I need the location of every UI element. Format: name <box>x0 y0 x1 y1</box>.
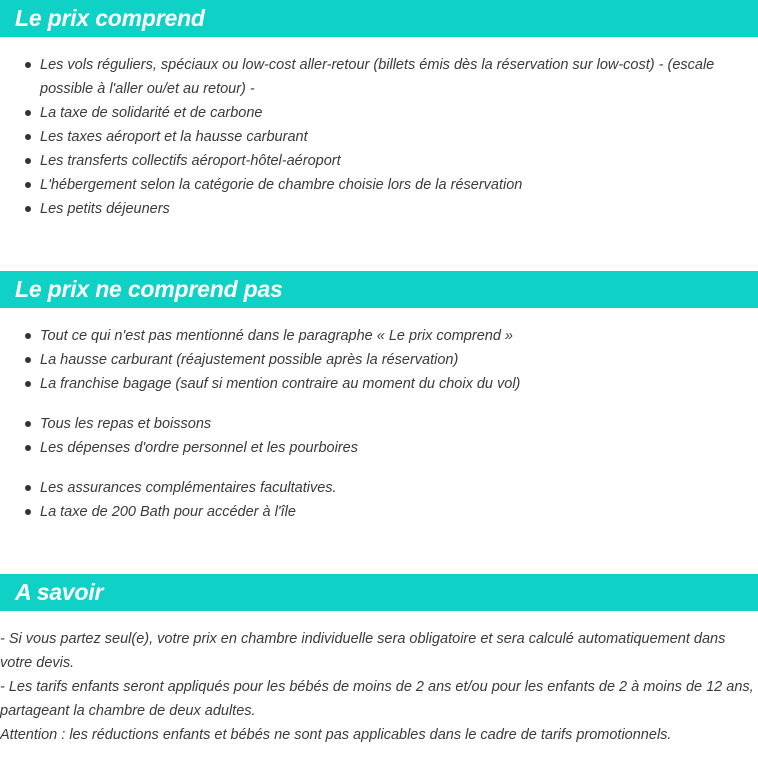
bullet-icon <box>25 485 31 491</box>
section-header-not-included <box>0 271 758 308</box>
list-spacer <box>0 460 758 476</box>
info-paragraph: - Les tarifs enfants seront appliqués pour les bébés de moins de 2 ans et/ou pour les enfants de 2 à moins de 12 ans, partageant la chambre de deux adultes. <box>0 679 754 719</box>
list-item: La taxe de solidarité et de carbone <box>0 101 758 125</box>
bullet-icon <box>25 333 31 339</box>
list-item: Tout ce qui n'est pas mentionné dans le paragraphe « Le prix comprend » <box>0 324 758 348</box>
list-item: Tous les repas et boissons <box>0 412 758 436</box>
bullet-icon <box>25 206 31 212</box>
section-header-included <box>0 0 758 37</box>
bullet-icon <box>25 381 31 387</box>
bullet-icon <box>25 182 31 188</box>
list-item: La hausse carburant (réajustement possible après la réservation) <box>0 348 758 372</box>
list-item: Les petits déjeuners <box>0 197 758 221</box>
list-item: Les dépenses d'ordre personnel et les pourboires <box>0 436 758 460</box>
section-title: Le prix ne comprend pas <box>15 276 283 302</box>
good-to-know-text <box>0 627 758 747</box>
list-item: La taxe de 200 Bath pour accéder à l'île <box>0 500 758 524</box>
list-item: L'hébergement selon la catégorie de chambre choisie lors de la réservation <box>0 173 758 197</box>
list-item: Les taxes aéroport et la hausse carburant <box>0 125 758 149</box>
section-title: Le prix comprend <box>15 5 205 31</box>
section-header-good-to-know <box>0 574 758 611</box>
included-list <box>0 53 758 221</box>
bullet-icon <box>25 509 31 515</box>
bullet-icon <box>25 62 31 68</box>
list-item: Les vols réguliers, spéciaux ou low-cost aller-retour (billets émis dès la réservation sur low-cost) - (escale possible à l'aller ou/et au retour) - <box>0 53 758 101</box>
bullet-icon <box>25 357 31 363</box>
not-included-list <box>0 324 758 524</box>
list-item: Les transferts collectifs aéroport-hôtel-aéroport <box>0 149 758 173</box>
bullet-icon <box>25 445 31 451</box>
section-title: A savoir <box>15 579 104 605</box>
list-spacer <box>0 396 758 412</box>
info-paragraph: - Si vous partez seul(e), votre prix en chambre individuelle sera obligatoire et sera calculé automatiquement dans votre devis. <box>0 631 726 671</box>
bullet-icon <box>25 110 31 116</box>
list-item: Les assurances complémentaires facultatives. <box>0 476 758 500</box>
bullet-icon <box>25 134 31 140</box>
bullet-icon <box>25 158 31 164</box>
bullet-icon <box>25 421 31 427</box>
list-item: La franchise bagage (sauf si mention contraire au moment du choix du vol) <box>0 372 758 396</box>
info-paragraph: Attention : les réductions enfants et bébés ne sont pas applicables dans le cadre de tarifs promotionnels. <box>0 727 672 743</box>
